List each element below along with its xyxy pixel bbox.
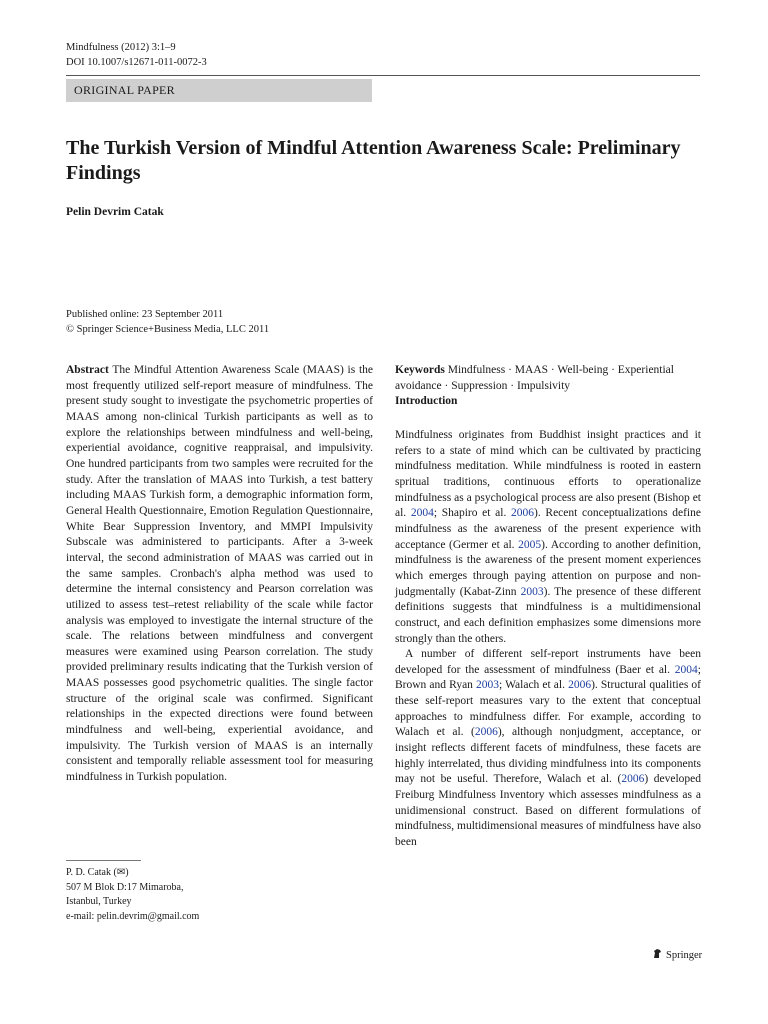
doi[interactable]: DOI 10.1007/s12671-011-0072-3 [66, 57, 207, 68]
p2-text-a: A number of different self-report instruments have been developed for the assessment of mindfulness (Baer et al. [395, 648, 701, 676]
right-column [395, 363, 701, 851]
p1-text-c: ). Recent conceptualizations define mindfulness as the awareness of the present experience with acceptance (Germer et al. [395, 507, 701, 551]
citation-link[interactable]: 2003 [520, 585, 544, 598]
abstract [66, 363, 373, 786]
address-line-2: Istanbul, Turkey [66, 896, 132, 907]
citation-link[interactable]: 2006 [474, 726, 498, 739]
journal-header [66, 40, 207, 70]
copyright: © Springer Science+Business Media, LLC 2011 [66, 324, 270, 335]
publisher-name: Springer [666, 950, 703, 961]
published-date: Published online: 23 September 2011 [66, 309, 224, 320]
citation-link[interactable]: 2003 [476, 679, 500, 692]
springer-horse-icon [652, 948, 663, 959]
p2-text-d: ). Structural qualities of these self-report measures vary to the extent that conceptual approaches to mindfulness differ. For example, according to Walach et al. ( [395, 679, 701, 739]
publisher-logo [652, 948, 702, 961]
p1-text-d: ). According to another definition, mindfulness is the awareness of the present moment experiences which emerges through paying attention on purpose and non-judgmentally (Kabat-Zinn [395, 538, 701, 598]
correspondence-name: P. D. Catak (✉) [66, 867, 129, 878]
citation-link[interactable]: 2004 [674, 663, 698, 676]
keywords [395, 363, 701, 394]
citation-link[interactable]: 2006 [568, 679, 592, 692]
p2-text-c: ; Walach et al. [499, 679, 569, 692]
article-title: The Turkish Version of Mindful Attention Awareness Scale: Preliminary Findings [66, 137, 681, 184]
introduction-heading: Introduction [395, 395, 458, 408]
address-line-1: 507 M Blok D:17 Mimaroba, [66, 881, 184, 893]
p1-text-a: Mindfulness originates from Buddhist insight practices and it refers to a state of mind which can be cultivated by practicing mindfulness meditation. While mindfulness is rooted in eastern spritual traditions, continuous efforts to operationalize mindfulness as a psychological process are also present (Bishop et al. [395, 428, 701, 520]
p1-text-b: ; Shapiro et al. [433, 507, 512, 520]
keywords-text: Mindfulness · MAAS · Well-being · Experiential avoidance · Suppression · Impulsivity [395, 364, 674, 392]
abstract-label: Abstract [66, 364, 109, 376]
email-link[interactable]: e-mail: pelin.devrim@gmail.com [66, 910, 200, 922]
citation-link[interactable]: 2006 [621, 773, 645, 786]
intro-paragraph-1 [395, 428, 701, 647]
journal-citation: Mindfulness (2012) 3:1–9 [66, 42, 176, 53]
keywords-label: Keywords [395, 364, 445, 376]
header-rule [66, 75, 700, 76]
paper-type-badge: ORIGINAL PAPER [66, 79, 372, 102]
abstract-text: The Mindful Attention Awareness Scale (MAAS) is the most frequently utilized self-report measure of mindfulness. The present study sought to investigate the psychometric properties of MAAS among non-clinical Turkish participants as well as to explore the relationships between mindfulness and well-being, experiential avoidance, cognitive reappraisal, and impulsivity. One hundred participants from two samples were recruited for the study. After the translation of MAAS into Turkish, a test battery including MAAS Turkish form, a demographic information form, General Health Questionnaire, Emotion Regulation Questionnaire, White Bear Suppression Inventory, and MMPI Impulsivity Subscale was administered to participants. After a 3-week interval, the second administration of MAAS was carried out in the same samples. Cronbach's alpha method was used to determine the internal consistency and Pearson correlation was utilized to assess test–retest reliability of the scale while factor analysis was employed to investigate the internal structure of the scale. The relations between mindfulness and convergent measures were examined using Pearson correlation. The study provided preliminary results indicating that the Turkish version of MAAS possesses good psychometric qualities. The single factor structure of the original scale was confirmed. Significant relationships in the expected directions were found between mindfulness and well-being, experiential avoidance, and impulsivity. The Turkish version of MAAS is an internally consistent and temporally reliable assessment tool for measuring mindfulness in Turkish population. [66, 364, 373, 784]
abstract-column [66, 363, 373, 786]
citation-link[interactable]: 2005 [518, 538, 542, 551]
p2-text-f: ) developed Freiburg Mindfulness Inventory which assesses mindfulness as a unidimensional construct. Based on different formulations of mindfulness, multidimensional measures of mindfulness have also been [395, 773, 702, 849]
citation-link[interactable]: 2006 [511, 507, 535, 520]
citation-link[interactable]: 2004 [410, 507, 434, 520]
correspondence-address [66, 866, 199, 924]
author-name: Pelin Devrim Catak [66, 206, 164, 218]
intro-paragraph-2 [395, 647, 701, 851]
publication-info [66, 307, 269, 337]
p2-text-e: ), although nonjudgment, acceptance, or insight reflects different facets of mindfulness, these facets are highly interrelated, thus dividing mindfulness into its components may not be useful. Therefore, Walach et al. ( [395, 726, 701, 786]
p1-text-e: ). The presence of these different definitions suggests that mindfulness is a multidimensional construct, and each definition emphasizes some dimensions more strongly than the others. [395, 585, 701, 645]
p2-text-b: ; Brown and Ryan [395, 663, 701, 692]
footnote-divider [66, 860, 141, 861]
